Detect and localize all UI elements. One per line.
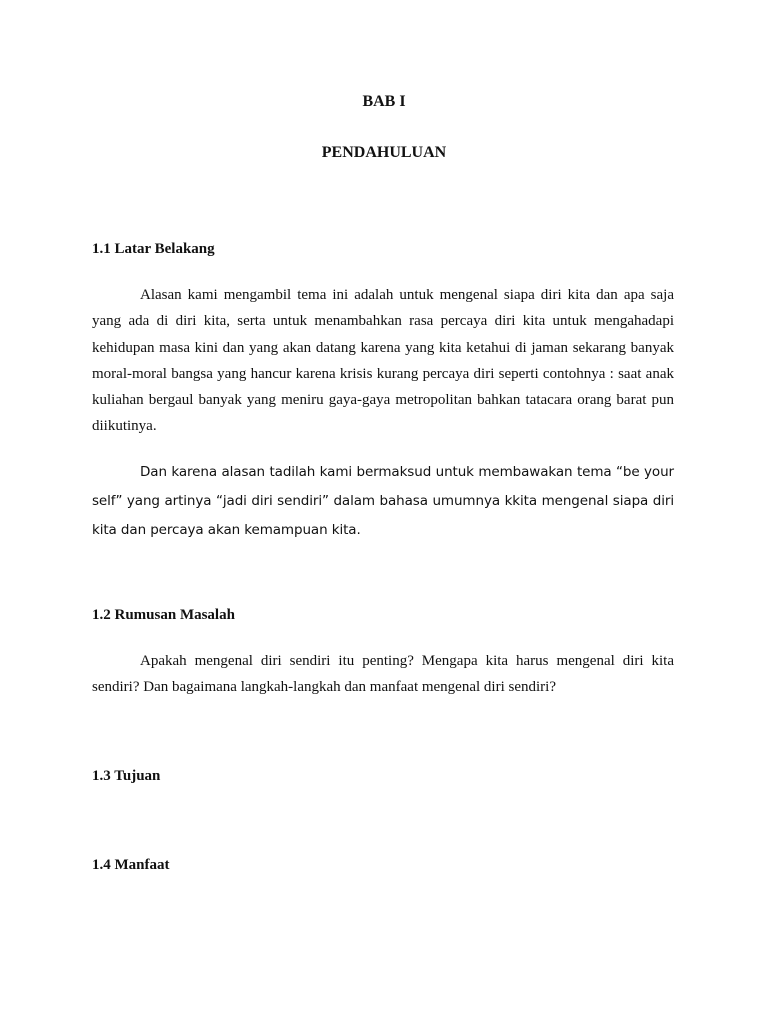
- chapter-number: BAB I: [362, 93, 406, 110]
- paragraph-latar-belakang-2: Dan karena alasan tadilah kami bermaksud untuk membawakan tema “be your self” yang artinya “jadi diri sendiri” dalam bahasa umumnya kkita mengenal siapa diri kita dan percaya akan kemampuan kita.: [92, 464, 674, 538]
- section-heading-manfaat: 1.4 Manfaat: [92, 857, 170, 873]
- chapter-title: PENDAHULUAN: [321, 144, 447, 161]
- section-heading-latar-belakang: 1.1 Latar Belakang: [92, 241, 215, 257]
- paragraph-latar-belakang-1: Alasan kami mengambil tema ini adalah untuk mengenal siapa diri kita dan apa saja yang ada di diri kita, serta untuk menambahkan rasa percaya diri kita untuk mengahadapi kehidupan masa kini dan yang akan datang karena yang kita ketahui di jaman sekarang banyak moral-moral bangsa yang hancur karena krisis kurang percaya diri seperti contohnya : saat anak kuliahan bergaul banyak yang meniru gaya-gaya metropolitan bahkan tatacara orang barat pun diikutinya.: [92, 287, 674, 435]
- section-heading-tujuan: 1.3 Tujuan: [92, 768, 161, 784]
- section-heading-rumusan-masalah: 1.2 Rumusan Masalah: [92, 607, 235, 623]
- paragraph-rumusan-masalah: Apakah mengenal diri sendiri itu penting? Mengapa kita harus mengenal diri kita sendiri? Dan bagaimana langkah-langkah dan manfaat mengenal diri sendiri?: [92, 653, 674, 696]
